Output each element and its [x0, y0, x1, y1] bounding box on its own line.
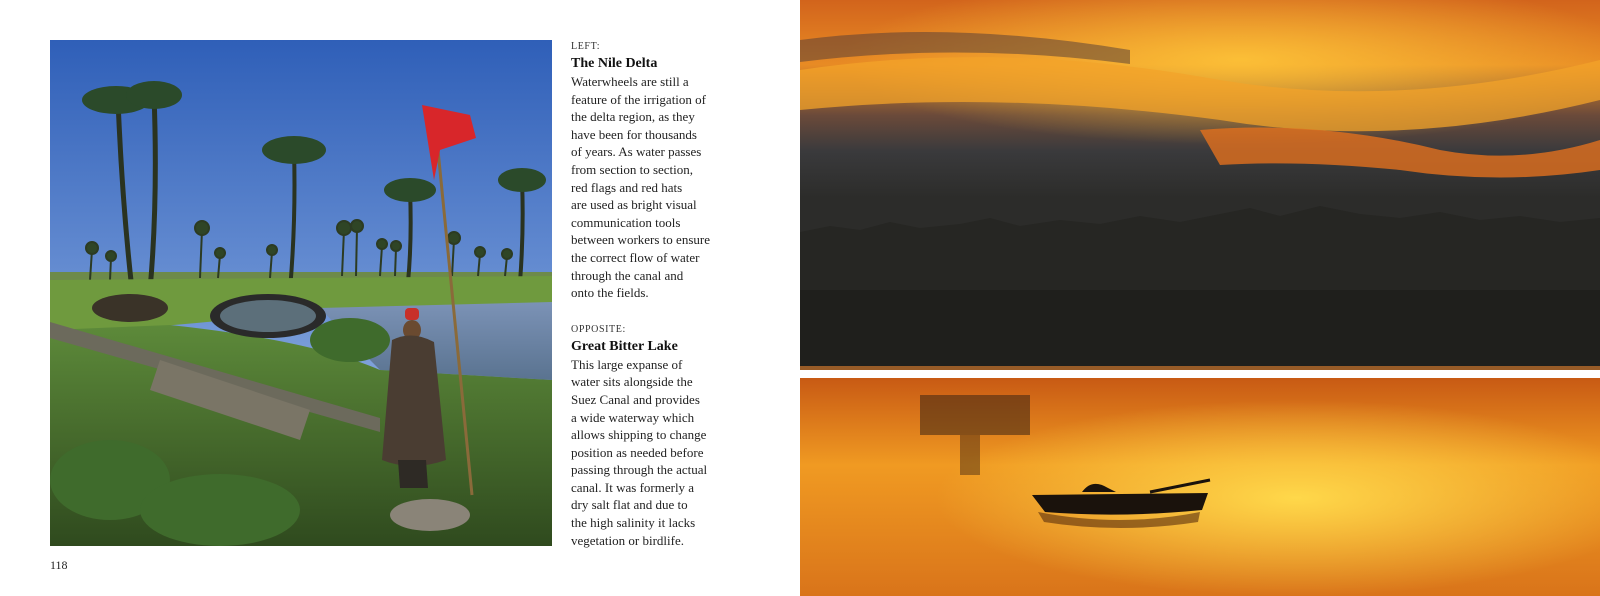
nile-delta-illustration — [50, 40, 552, 546]
caption-body: Waterwheels are still a feature of the irrigation of the delta region, as they have been for thousands of years. As water passes from section to section, red flags and red hats are used as bright visual communication tools between workers to ensure the correct flow of water through the canal and onto the fields. — [571, 74, 710, 301]
caption-left — [571, 41, 731, 302]
caption-body: This large expanse of water sits alongside the Suez Canal and provides a wide waterway which allows shipping to change position as needed before passing through the actual canal. It was formerly a dry salt flat and due to the high salinity it lacks vegetation or birdlife. — [571, 356, 708, 548]
caption-label: LEFT: — [571, 41, 601, 52]
caption-label: OPPOSITE: — [571, 323, 626, 335]
sunset-lake-illustration — [800, 0, 1600, 596]
caption-column — [571, 41, 731, 571]
page-number: 118 — [50, 558, 68, 572]
caption-title: Great Bitter Lake — [571, 338, 678, 354]
nile-delta-photo — [50, 40, 552, 546]
caption-title: The Nile Delta — [571, 56, 658, 71]
great-bitter-lake-photo — [800, 0, 1600, 596]
caption-opposite — [571, 324, 731, 550]
